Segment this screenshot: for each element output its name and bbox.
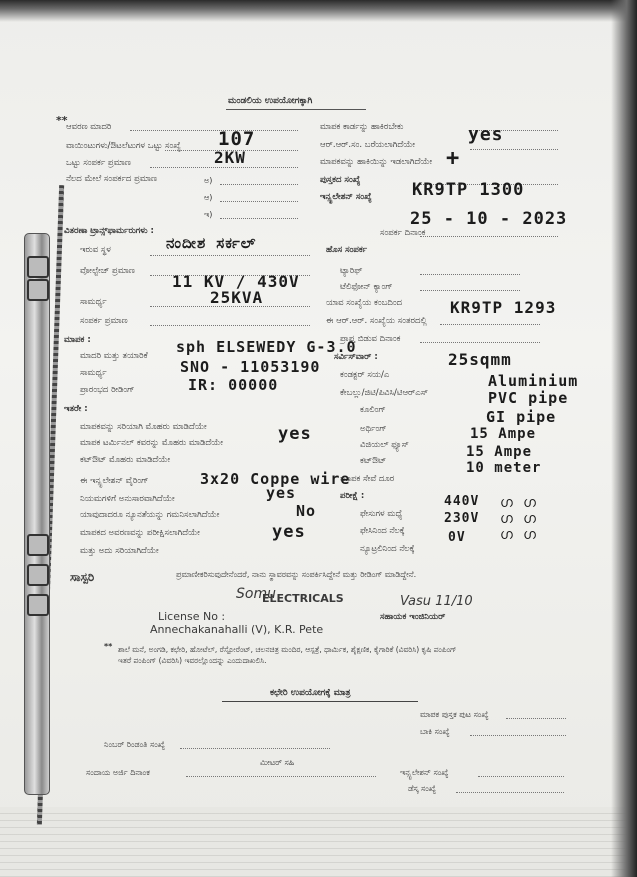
label-neutral-to-earth: ನ್ಯೂಟ್ರಲಿನಿಂದ ನೆಲಕ್ಕೆ	[360, 544, 415, 554]
officer-title: ಸಹಾಯಕ ಇಂಜಿನಿಯರ್	[380, 612, 446, 622]
tick-marks: ഗ ഗ ഗ ഗ ഗ ഗ	[500, 495, 537, 543]
service-wire-heading: ಸರ್ವಿಸ್‌ವಾರ್ :	[334, 352, 378, 362]
others-heading: ಇತರೇ :	[64, 404, 88, 414]
value-phase-to-phase: 440V	[444, 494, 480, 509]
sub-item-a: ಅ)	[204, 176, 213, 185]
value-pole-number: KR9TP 1293	[450, 298, 557, 317]
label-installation-number: ಇನ್ಸ್ಟಲೇಶನ್ ಸಂಖ್ಯೆ	[320, 192, 372, 202]
test-heading: ಪರೀಕ್ಷೆ :	[340, 491, 365, 501]
value-meter-serial: SNO - 11053190	[180, 358, 321, 376]
stamp-place: Annechakanahalli (V), K.R. Pete	[150, 623, 324, 636]
stacked-pages-edge	[0, 807, 637, 877]
label-cable-type: ಕೇಬಲ್ಲು/ಜಿಟಿ/ಪಿವಿಸಿ/ಟಿಆರ್‌ಎಸ್	[340, 388, 429, 398]
value-defects-noticed: No	[296, 502, 317, 520]
label-tariff: ಟ್ಯಾರಿಫ್	[340, 266, 363, 276]
value-earthing: GI pipe	[486, 408, 557, 426]
label-is-correct: ಮತ್ತು ಅದು ಸರಿಯಾಗಿದೆಯೇ	[80, 546, 159, 556]
label-defects-noticed: ಯಾವುದಾದರೂ ನ್ಯೂನತೆಯನ್ನು ಗಮನಿಸಲಾಗಿದೆಯೇ	[80, 510, 220, 520]
label-limbo-number: ನಿಂಬರ್ ರಿಂಡಂತಿ ಸಂಖ್ಯೆ	[104, 740, 166, 749]
label-enclosure-checked: ಮಾಪಕದ ಅವರಣವನ್ನು ಪರೀಕ್ಷಿಸಲಾಗಿದೆಯೇ	[80, 528, 200, 538]
meter-heading: ಮಾಪಕ :	[64, 335, 91, 345]
value-cooling: PVC pipe	[488, 389, 569, 407]
office-heading: ಕಛೇರಿ ಉಪಯೋಗಕ್ಕೆ ಮಾತ್ರ	[270, 688, 351, 698]
label-office-installation-number: ಇನ್ಸ್ಟಲೇಶನ್ ಸಂಖ್ಯೆ	[400, 768, 449, 777]
value-rr-written: yes	[468, 124, 504, 145]
contractor-signature: Somu	[236, 586, 276, 602]
declaration-text: ಪ್ರಮಾಣೀಕರಿಸುವುದೇನೆಂದರೆ, ನಾನು ಸ್ಥಾವರವನ್ನು ಸಂಪರ್ಕಿಸಿದ್ದೇನೆ ಮತ್ತು ರೀಡಿಂಗ್ ಮಾಡಿದ್ದೇನೆ.	[176, 570, 417, 579]
value-meter-distance: 10 meter	[466, 460, 542, 476]
value-meter-placed-mark: +	[446, 146, 461, 171]
value-installation-number: KR9TP 1300	[412, 180, 525, 200]
label-rr-series: ಈ ಆರ್.ಆರ್. ಸಂಖ್ಯೆಯ ಸಂತರದಲ್ಲಿ	[326, 316, 427, 326]
label-rr-written: ಆರ್.ಆರ್.ಸಂ. ಬರೆಯಲಾಗಿದೆಯೇ	[320, 140, 416, 150]
label-connection-amount: ಸಂಪರ್ಕ ಪ್ರಮಾಣ	[80, 316, 128, 326]
label-meter-make: ಮಾದರಿ ಮತ್ತು ತಯಾರಿಕೆ	[80, 351, 148, 361]
label-new-connection: ಹೊಸ ಸಂಪರ್ಕ	[326, 245, 368, 255]
value-neutral-to-earth: 0V	[448, 530, 466, 545]
value-location: ನಂದೀಶ ಸರ್ಕಲ್	[166, 234, 257, 252]
label-desk-number: ಡೆಸ್ಕ ಸಂಖ್ಯೆ	[408, 784, 437, 793]
label-location: ಇರುವ ಸ್ಥಳ	[80, 245, 111, 255]
label-meter-placed: ಮಾಪಕವನ್ನು ಹಾಕಿಯಿನ್ನು ಇಡಲಾಗಿದೆಯೇ	[320, 157, 433, 167]
sub-item-aa: ಆ)	[204, 193, 213, 202]
label-points-total: ವಾಯಿಂಟುಗಳು/ಔಟಲೆಟುಗಳ ಒಟ್ಟು ಸಂಖ್ಯೆ	[66, 141, 182, 151]
distribution-heading: ವಿತರಣಾ ಟ್ರಾನ್ಸ್‌ಫಾರ್ಮರುಗಳು :	[64, 226, 154, 236]
label-conductor: ಕಂಡಕ್ಟರ್ ಸಯ/ಎ	[340, 370, 390, 380]
scan-shadow-top	[0, 0, 637, 22]
label-meter-sealed: ಮಾಪಕವನ್ನು ಸರಿಯಾಗಿ ಮೊಹರು ಮಾಡಿದೆಯೇ	[80, 422, 207, 432]
label-as-per-rules: ನಿಯಮಗಳಿಗೆ ಅನುಸಾರವಾಗಿದೆಯೇ	[80, 494, 175, 504]
value-as-per-rules: yes	[266, 484, 297, 502]
scan-shadow-right	[611, 0, 637, 877]
label-pole-number: ಯಾವ ಸಂಖ್ಯೆಯ ಕಂಬದಿಂದ	[326, 298, 403, 308]
footnote-line-1: ಶಾಲೆ ಮನೆ, ಅಂಗಡಿ, ಕಛೇರಿ, ಹೋಟೆಲ್, ರೆಸ್ಟೋರೆಂಟ್, ಚಲನಚಿತ್ರ ಮಂದಿರ, ಆಸ್ಪತ್ರೆ, ಧಾರ್ಮಿಕ, ಶೈಕ್ಷಣಿಕ, ಕೈಗಾರಿಕೆ (ವಿವರಿಸಿ) ಕೃಷಿ ಪಂಪಿಂಗ್	[118, 645, 457, 654]
stamp-company: ELECTRICALS	[262, 592, 344, 605]
label-meter-sign: ಮೀಟರ್ ಸಹಿ	[260, 758, 295, 767]
label-pending-number: ಬಾಕಿ ಸಂಖ್ಯೆ	[420, 727, 450, 736]
label-meter-card: ಮಾಪಕ ಕಾರ್ಡನ್ನು ಹಾಕಿರಬೇಕು	[320, 122, 404, 132]
label-phase-to-phase: ಫೇಸುಗಳ ಮಧ್ಯೆ	[360, 509, 403, 519]
star-mark: **	[56, 114, 68, 127]
page-title: ಮಂಡಲಿಯ ಉಪಯೋಗಕ್ಕಾಗಿ	[228, 96, 313, 106]
label-book-number: ಪುಸ್ತಕದ ಸಂಖ್ಯೆ	[320, 175, 361, 185]
value-terminal-sealed: yes	[278, 424, 312, 444]
label-total-connected-load: ಒಟ್ಟು ಸಂಪರ್ಕ ಪ್ರಮಾಣ	[66, 158, 131, 168]
value-cable-type: Aluminium	[488, 372, 579, 390]
label-voltage: ವೋಲ್ಟೇಜ್ ಪ್ರಮಾಣ	[80, 266, 135, 276]
label-connection-date: ಸಂಪರ್ಕ ದಿನಾಂಕ	[380, 228, 426, 238]
value-capacity: 25KVA	[210, 288, 264, 307]
label-payment-date: ಸಂದಾಯ ಅರ್ಜಿ ದಿನಾಂಕ	[86, 768, 150, 777]
label-capacity: ಸಾಮರ್ಥ್ಯ	[80, 297, 107, 307]
value-total-connected-load: 2KW	[214, 148, 246, 167]
value-fuse: 15 Ampe	[470, 426, 537, 442]
footnote-star: **	[104, 642, 113, 651]
label-installation-wiring: ಈ ಇನ್ಸ್ಟಲೇಶನ್ ವೈರಿಂಗ್	[80, 476, 149, 486]
value-points-total: 107	[218, 128, 256, 150]
value-connection-date: 25 - 10 - 2023	[410, 209, 568, 229]
label-initial-reading: ಪ್ರಾರಂಭದ ರೀಡಿಂಗ್	[80, 385, 135, 395]
engineer-signature: Vasu 11/10	[400, 594, 473, 609]
value-meter-make: sph ELSEWEDY G-3.0	[176, 338, 357, 356]
value-cutout: 15 Ampe	[466, 444, 533, 460]
label-cutout: ಕಟ್‌ಔಟ್	[360, 456, 387, 466]
label-meter-capacity: ಸಾಮರ್ಥ್ಯ	[80, 368, 107, 378]
signature-left: ಸಾಸ್ಪರಿ	[70, 570, 95, 584]
label-telephone: ಟೆಲಿಫೋನ್ ಕ್ಯಾಂಗ್	[340, 282, 393, 292]
value-phase-to-earth: 230V	[444, 511, 480, 526]
value-initial-reading: IR: 00000	[188, 376, 279, 394]
binder-clip	[24, 233, 50, 795]
title-underline	[226, 109, 366, 110]
label-phase-to-earth: ಫೇಸಿನಿಂದ ನೆಲಕ್ಕೆ	[360, 526, 405, 536]
label-cooling: ಕೂಲಿಂಗ್	[360, 405, 386, 415]
value-conductor: 25sqmm	[448, 350, 512, 369]
label-meter-book-page: ಮಾಪಕ ಪುಸ್ತಕ ಪುಟ ಸಂಖ್ಯೆ	[420, 710, 489, 719]
label-supply-date: ಪ್ರಾಪ್ತ ಬಿಡುವ ದಿನಾಂಕ	[340, 334, 401, 344]
value-enclosure-checked: yes	[272, 522, 306, 542]
footnote-line-2: ಇತರೆ ಪಂಪಿಂಗ್ (ವಿವರಿಸಿ) ಇವರಲ್ಲೊಂದನ್ನು ಎಂದುದಾಖಲಿಸಿ.	[118, 656, 267, 665]
label-terminal-sealed: ಮಾಪಕ ಟರ್ಮಿನಲ್ ಕವರನ್ನು ಮೊಹರು ಮಾಡಿದೆಯೇ	[80, 438, 224, 448]
label-floor-load: ನೆಲದ ಮೇಲೆ ಸಂಪರ್ಕದ ಪ್ರಮಾಣ	[66, 174, 157, 184]
label-meter-distance: ಮಾಪಕ ಸೇವೆ ದೂರ	[340, 474, 395, 484]
label-earthing: ಅರ್ಥಿಂಗ್	[360, 424, 387, 434]
stamp-license: License No :	[158, 610, 226, 623]
value-voltage: 11 KV / 430V	[172, 272, 300, 291]
label-premises-type: ಆವರಣ ಮಾದರಿ	[66, 122, 112, 132]
value-installation-wiring: 3x20 Coppe wire	[200, 470, 351, 488]
label-fuse: ವಿಜಿಯಲ್ ಫ್ಯೂಸ್	[360, 440, 409, 450]
label-cutout-sealed: ಕಟ್‌ಔಟ್ ಮೊಹರು ಮಾಡಿದೆಯೇ	[80, 455, 171, 465]
sub-item-i: ಇ)	[204, 210, 213, 219]
